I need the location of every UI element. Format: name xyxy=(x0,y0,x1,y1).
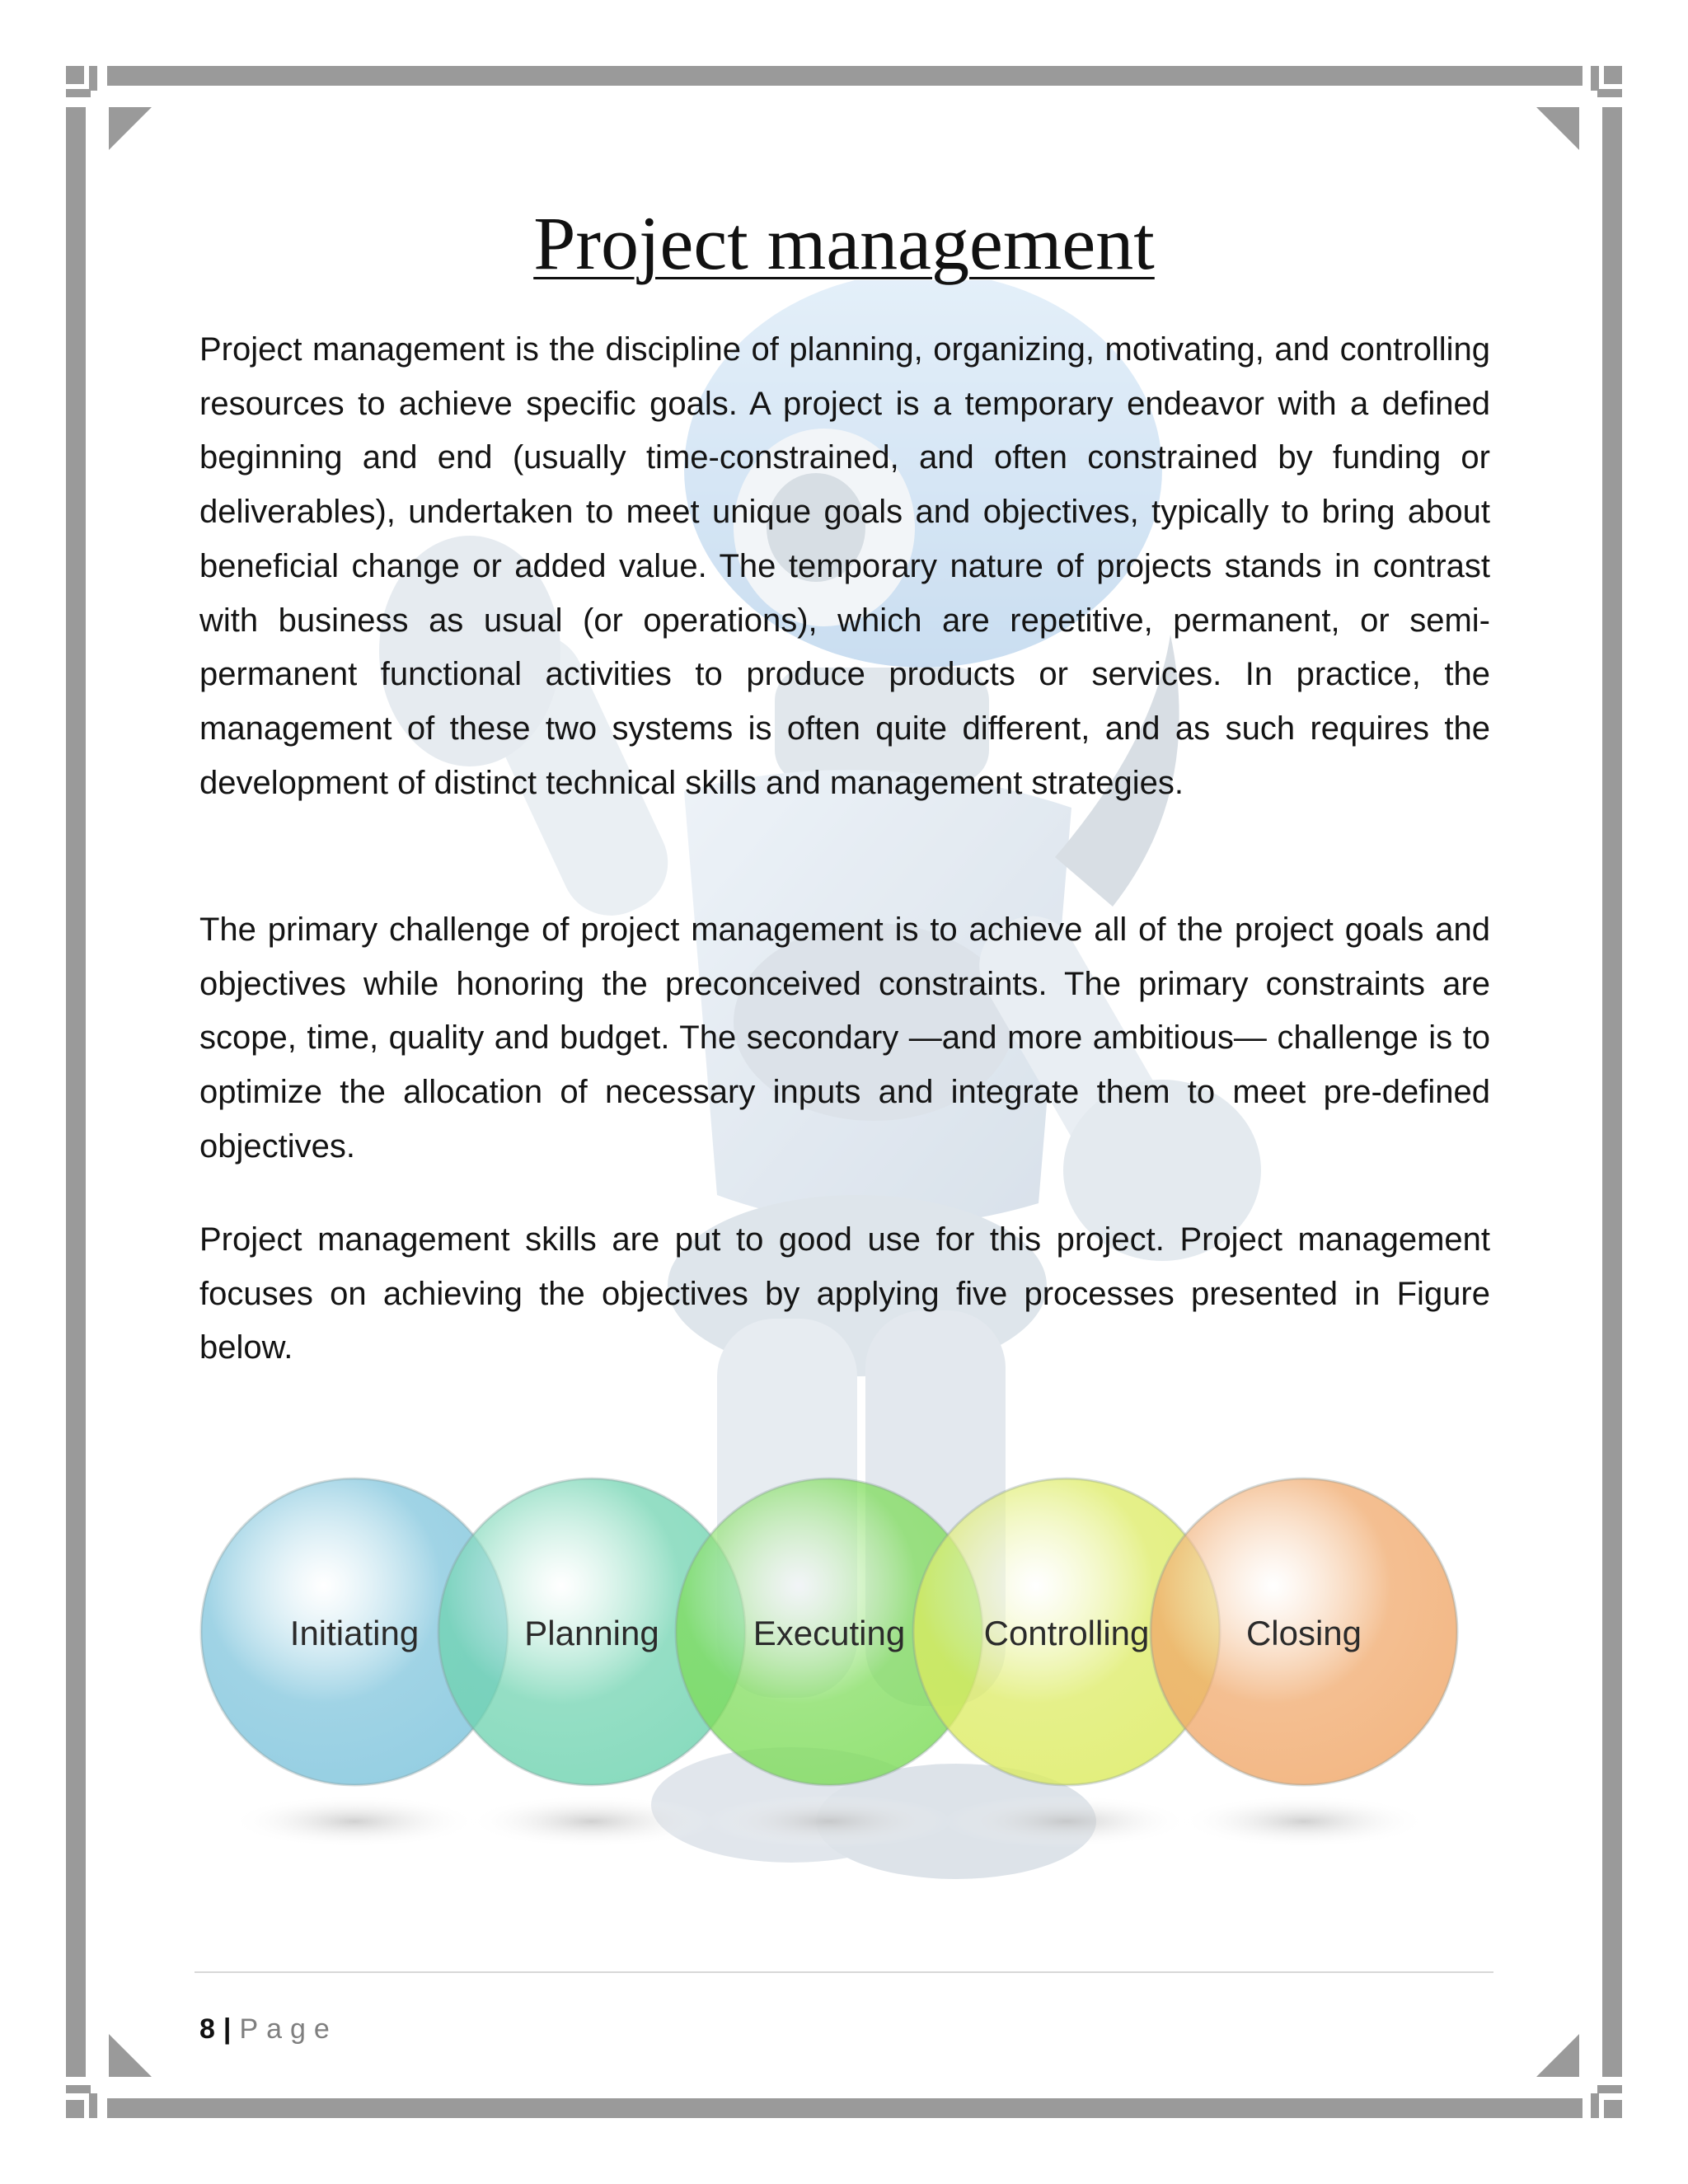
frame-corner-bar xyxy=(1591,2093,1599,2118)
frame-corner-bar xyxy=(66,89,91,97)
process-label-planning: Planning xyxy=(524,1614,659,1652)
body-paragraph: Project management is the discipline of planning, organizing, motivating, and controlling resources to achieve specific goals. A project is a temporary endeavor with a defined beginning and end (usually time-constrained, and often constrained by funding or deliverables), undertaken to meet unique goals and objectives, typically to bring about beneficial change or added value. The temporary nature of projects stands in contrast with business as usual (or operations), which are repetitive, permanent, or semi-permanent functional activities to produce products or services. In practice, the management of these two systems is often quite different, and as such requires the development of distinct technical skills and management strategies. xyxy=(199,331,1490,801)
process-circle-shadow xyxy=(231,1795,478,1848)
process-diagram xyxy=(190,1467,1475,1879)
frame-corner-bar xyxy=(89,66,97,91)
frame-corner-triangle xyxy=(1536,107,1579,150)
frame-corner-bar xyxy=(66,2085,91,2093)
process-circle-shadow xyxy=(468,1795,715,1848)
page-label: Page xyxy=(239,2013,338,2045)
process-label-initiating: Initiating xyxy=(289,1614,420,1652)
page-number: 8 xyxy=(199,2013,215,2045)
frame-corner-bar xyxy=(1597,89,1622,97)
frame-corner-square xyxy=(66,2100,84,2118)
body-paragraph: The primary challenge of project management is to achieve all of the project goals and objectives while honoring the preconceived constraints. The primary constraints are scope, time, quality and budget. The secondary —and more ambitious— challenge is to optimize the allocation of necessary inputs and integrate them to meet pre-defined objectives. xyxy=(199,912,1490,1165)
process-label-executing: Executing xyxy=(753,1614,906,1652)
frame-right-bar xyxy=(1602,107,1622,2077)
process-circle-shadow xyxy=(943,1795,1190,1848)
frame-corner-square xyxy=(66,66,84,84)
frame-corner-square xyxy=(1604,66,1622,84)
footer-divider xyxy=(195,1971,1493,1973)
frame-corner-triangle xyxy=(109,107,152,150)
frame-corner-bar xyxy=(1597,2085,1622,2093)
frame-corner-square xyxy=(1604,2100,1622,2118)
frame-corner-triangle xyxy=(109,2034,152,2077)
frame-corner-bar xyxy=(89,2093,97,2118)
footer-separator: | xyxy=(223,2013,232,2045)
frame-left-bar xyxy=(66,107,86,2077)
frame-corner-triangle xyxy=(1536,2034,1579,2077)
process-label-controlling: Controlling xyxy=(983,1614,1150,1652)
frame-bottom-bar xyxy=(107,2098,1582,2118)
process-label-closing: Closing xyxy=(1245,1614,1362,1652)
page-title: Project management xyxy=(533,201,1155,285)
frame-corner-bar xyxy=(1591,66,1599,91)
page-footer xyxy=(199,2011,338,2047)
body-paragraph: Project management skills are put to good use for this project. Project management focuses on achieving the objectives by applying five processes presented in Figure below. xyxy=(199,1221,1490,1366)
process-circle-shadow xyxy=(706,1795,953,1848)
frame-top-bar xyxy=(107,66,1582,86)
process-circle-shadow xyxy=(1180,1795,1428,1848)
